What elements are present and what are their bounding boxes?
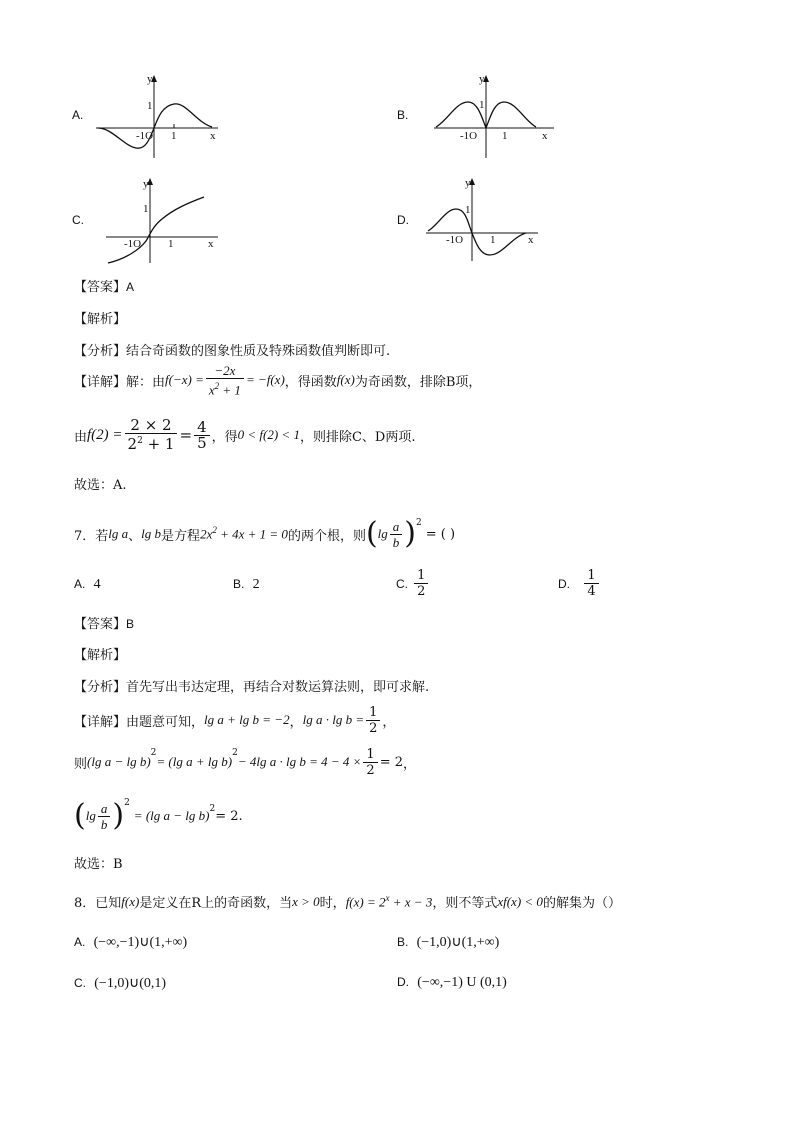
y-axis-label: y <box>147 73 153 85</box>
fraction: $\frac{1}{4}$ <box>584 568 598 599</box>
neg-one-origin-label: -1O <box>136 130 154 142</box>
q6-fenxi: 【分析】结合奇函数的图象性质及特殊函数值判断即可. <box>74 344 391 359</box>
q8-stem: 8．已知 f(x) 是定义在R上的奇函数，当 x > 0 时， $f(x) = 2^x + x - 3$ ，则不等式 xf(x) < 0 的解集为（） <box>74 892 621 911</box>
negative-odd-function-graph-icon <box>422 175 542 265</box>
x-axis-label: x <box>210 130 216 142</box>
q7-option-d[interactable]: D. $\frac{1}{4}$ <box>558 568 601 599</box>
even-function-graph-icon <box>430 72 560 162</box>
option-a-label: A. <box>72 108 84 122</box>
q8-option-c[interactable]: C. (−1,0)∪(0,1) <box>74 976 167 991</box>
x-axis-label: x <box>542 130 548 142</box>
q6-answer: 【答案】A <box>74 280 135 295</box>
q7-option-a[interactable]: A. 4 <box>74 577 101 592</box>
x-axis-label: x <box>528 234 534 246</box>
q6-guxuan: 故选：A. <box>74 478 127 493</box>
y-axis-label: y <box>143 178 149 190</box>
q6-xiangjie-line1: 【详解】 解：由 f(−x) = $\frac{-2x}{x^2 + 1}$ = −f(x) ，得函数 f(x) 为奇函数，排除B项， <box>74 362 482 398</box>
q7-fenxi: 【分析】首先写出韦达定理，再结合对数运算法则，即可求解. <box>74 680 430 695</box>
fraction: $\frac{-2x}{x^2 + 1}$ <box>206 363 244 397</box>
q8-option-d[interactable]: D. (−∞,−1) U (0,1) <box>397 975 507 990</box>
x-one-label: 1 <box>502 130 508 142</box>
odd-function-graph-icon <box>92 72 222 162</box>
y-one-label: 1 <box>143 203 149 215</box>
option-d-label: D. <box>397 213 409 227</box>
y-one-label: 1 <box>465 204 471 216</box>
option-c-label: C. <box>72 213 84 227</box>
x-axis-label: x <box>208 238 214 250</box>
fraction: $\frac{a}{b}$ <box>98 801 111 832</box>
q8-option-a[interactable]: A. (−∞,−1)∪(1,+∞) <box>74 935 188 950</box>
neg-one-origin-label: -1O <box>124 238 142 250</box>
x-one-label: 1 <box>490 234 496 246</box>
q8-option-b[interactable]: B. (−1,0)∪(1,+∞) <box>397 935 500 950</box>
q6-xiangjie-line2: 由 f(2) = $\frac{2 \times 2}{2^2 + 1}$ = $\frac{4}{5}$ ，得 0 < f(2) < 1 ，则排除C、D两项. <box>74 416 416 453</box>
fraction: $\frac{2 \times 2}{2^2 + 1}$ <box>125 418 178 452</box>
y-one-label: 1 <box>147 100 153 112</box>
fraction: $\frac{1}{2}$ <box>363 747 377 778</box>
q7-option-b[interactable]: B. 2 <box>233 577 260 592</box>
fraction: $\frac{a}{b}$ <box>390 519 403 550</box>
y-axis-label: y <box>479 73 485 85</box>
x-one-label: 1 <box>168 238 174 250</box>
x-one-label: 1 <box>171 130 177 142</box>
neg-one-origin-label: -1O <box>446 234 464 246</box>
fraction: $\frac{4}{5}$ <box>194 420 210 451</box>
y-axis-label: y <box>465 177 471 189</box>
q7-xiangjie-line2: 则 (lg a − lg b) $^2$ = (lg a + lg b) $^2$ − 4lg a · lg b = 4 − 4 × $\frac{1}{2}$ = 2 ， <box>74 746 416 778</box>
q7-jiexi-heading: 【解析】 <box>74 648 127 663</box>
q7-xiangjie-line3: ( lg $\frac{a}{b}$ ) $^2$ = (lg a − lg b) $^2$ = 2 . <box>74 798 243 833</box>
fraction: $\frac{1}{2}$ <box>366 705 380 736</box>
q7-stem: 7．若 lg a 、 lg b 是方程 $2x^2 + 4x + 1 = 0$ 的两个根，则 ( lg $\frac{a}{b}$ ) $^2$ = ( ) <box>74 516 456 551</box>
y-one-label: 1 <box>479 99 485 111</box>
q7-guxuan: 故选：B <box>74 857 123 872</box>
q6-jiexi-heading: 【解析】 <box>74 312 127 327</box>
neg-one-origin-label: -1O <box>460 130 478 142</box>
q7-answer: 【答案】B <box>74 617 135 632</box>
q7-option-c[interactable]: C. $\frac{1}{2}$ <box>396 568 430 599</box>
q7-xiangjie-line1: 【详解】 由题意可知， lg a + lg b = −2 ， lg a · lg b = $\frac{1}{2}$ ， <box>74 704 396 736</box>
fraction: $\frac{1}{2}$ <box>414 568 428 599</box>
increasing-function-graph-icon <box>102 175 222 265</box>
option-b-label: B. <box>397 108 409 122</box>
